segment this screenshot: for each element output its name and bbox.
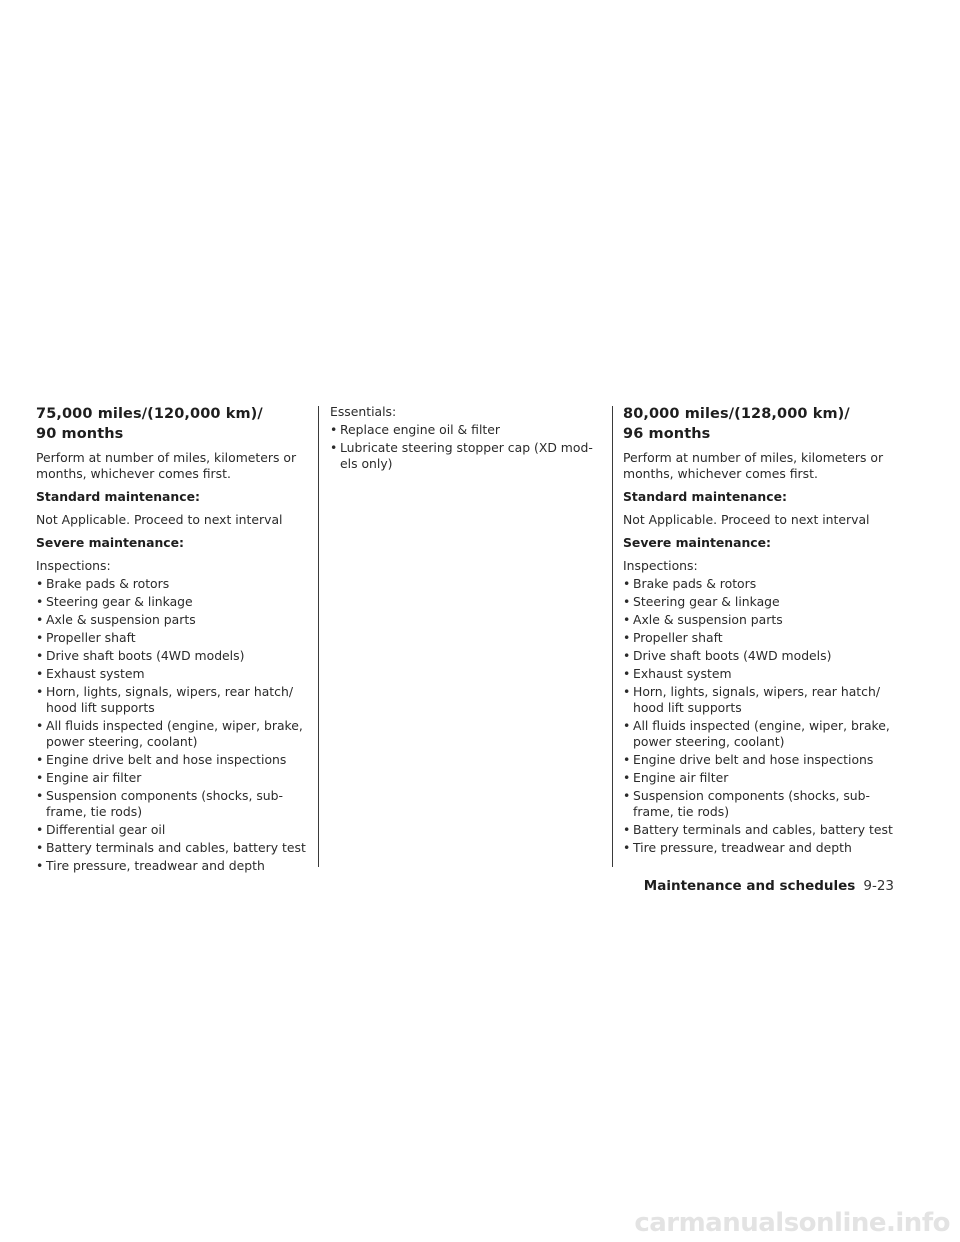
severe-maintenance-label: Severe maintenance: (623, 535, 772, 550)
list-item: • Horn, lights, signals, wipers, rear hatch/ hood lift supports (623, 684, 895, 716)
list-item: • Brake pads & rotors (623, 576, 895, 592)
list-item: • Drive shaft boots (4WD models) (36, 648, 308, 664)
interval-75000-heading: 75,000 miles/(120,000 km)/ 90 months (36, 406, 263, 442)
list-item: • Differential gear oil (36, 822, 308, 838)
list-item: • Brake pads & rotors (36, 576, 308, 592)
list-item: • All fluids inspected (engine, wiper, brake, power steering, coolant) (36, 718, 308, 750)
column-divider (612, 406, 613, 867)
list-item: • Lubricate steering stopper cap (XD mod- els only) (330, 440, 602, 472)
list-item: • Axle & suspension parts (623, 612, 895, 628)
list-item: • Replace engine oil & filter (330, 422, 602, 438)
list-item: • Propeller shaft (623, 630, 895, 646)
standard-maintenance-text: Not Applicable. Proceed to next interval (36, 512, 283, 527)
list-item: • Suspension components (shocks, sub- frame, tie rods) (623, 788, 895, 820)
interval-intro: Perform at number of miles, kilometers or months, whichever comes first. (623, 450, 884, 481)
list-item: • Tire pressure, treadwear and depth (623, 840, 895, 856)
list-item: • Exhaust system (36, 666, 308, 682)
list-item: • Battery terminals and cables, battery test (623, 822, 895, 838)
page-footer (644, 877, 894, 895)
list-item: • Battery terminals and cables, battery test (36, 840, 308, 856)
list-item: • Axle & suspension parts (36, 612, 308, 628)
list-item: • Engine air filter (36, 770, 308, 786)
standard-maintenance-label: Standard maintenance: (623, 489, 787, 504)
list-item: • Drive shaft boots (4WD models) (623, 648, 895, 664)
list-item: • Tire pressure, treadwear and depth (36, 858, 308, 874)
list-item: • All fluids inspected (engine, wiper, brake, power steering, coolant) (623, 718, 895, 750)
interval-intro: Perform at number of miles, kilometers or months, whichever comes first. (36, 450, 297, 481)
standard-maintenance-label: Standard maintenance: (36, 489, 200, 504)
inspections-label: Inspections: (36, 558, 111, 573)
list-item: • Exhaust system (623, 666, 895, 682)
list-item: • Horn, lights, signals, wipers, rear hatch/ hood lift supports (36, 684, 308, 716)
interval-75000-section (36, 404, 308, 876)
watermark: carmanualsonline.info (634, 1208, 950, 1238)
column-divider (318, 406, 319, 867)
list-item: • Engine drive belt and hose inspections (36, 752, 308, 768)
list-item: • Engine air filter (623, 770, 895, 786)
essentials-label: Essentials: (330, 404, 397, 419)
essentials-list (330, 422, 602, 472)
interval-80000-section (623, 404, 895, 858)
interval-80000-heading: 80,000 miles/(128,000 km)/ 96 months (623, 406, 850, 442)
list-item: • Engine drive belt and hose inspections (623, 752, 895, 768)
list-item: • Propeller shaft (36, 630, 308, 646)
section-title: Maintenance and schedules (643, 878, 856, 894)
severe-maintenance-label: Severe maintenance: (36, 535, 185, 550)
inspection-list (623, 576, 895, 856)
inspections-label: Inspections: (623, 558, 698, 573)
inspection-list (36, 576, 308, 874)
standard-maintenance-text: Not Applicable. Proceed to next interval (623, 512, 870, 527)
list-item: • Steering gear & linkage (623, 594, 895, 610)
essentials-section (330, 404, 602, 474)
list-item: • Steering gear & linkage (36, 594, 308, 610)
page-number: 9-23 (863, 878, 894, 894)
list-item: • Suspension components (shocks, sub- frame, tie rods) (36, 788, 308, 820)
